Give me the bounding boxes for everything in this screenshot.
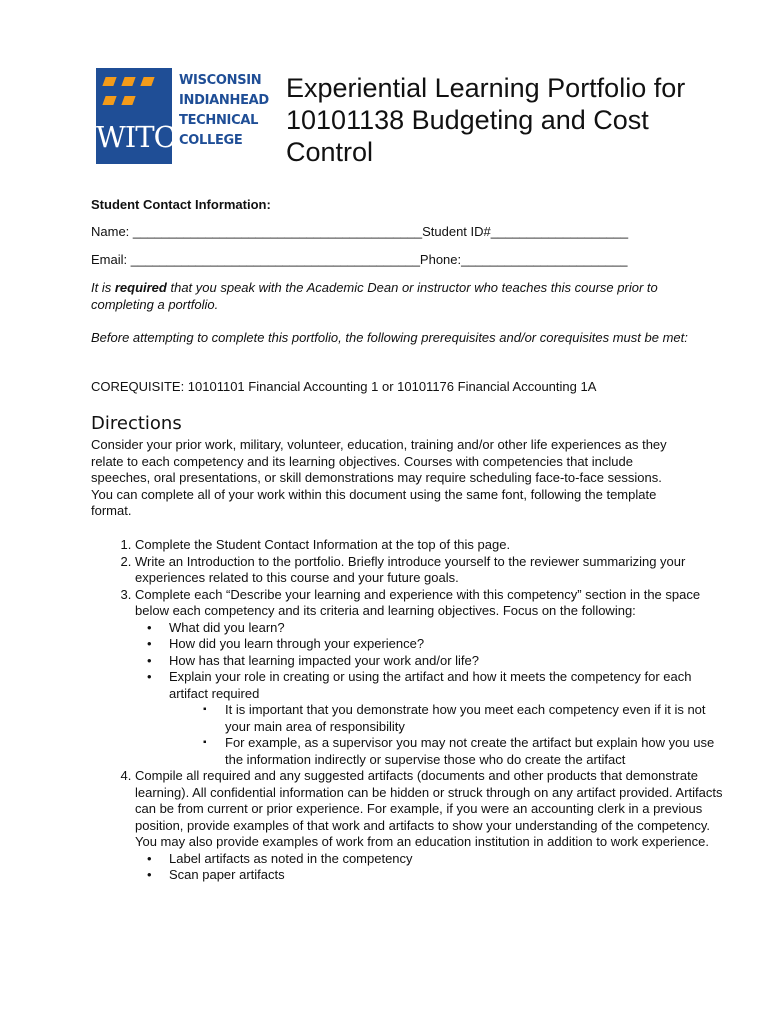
bullet-item	[169, 669, 725, 768]
step3-bullets	[135, 620, 725, 769]
step-text: Complete the Student Contact Information at the top of this page.	[135, 537, 511, 552]
logo-line: TECHNICAL	[179, 113, 259, 128]
logo-emblem	[96, 68, 175, 164]
bullet-text: Explain your role in creating or using the artifact and how it meets the competency for each artifact required	[169, 669, 692, 701]
step-text: Compile all required and any suggested artifacts (documents and other products that demonstrate learning). All confidential information can be hidden or struck through on any artifact provided. Artifacts can be from current or prior experience. For example, if you were an accounting clerk in a previous position, provide examples of that work and artifacts to show your understanding of the competency. You may also provide examples of work from an education institution in addition to work experience.	[135, 768, 723, 849]
step-text: Complete each “Describe your learning and experience with this competency” section in the space below each competency and its criteria and learning objectives. Focus on the following:	[135, 586, 701, 618]
prerequisite-note: Before attempting to complete this portfolio, the following prerequisites and/or corequisites must be met:	[91, 330, 688, 345]
directions-intro: Consider your prior work, military, volunteer, education, training and/or other life experiences as they relate to each competency and its learning objectives. Courses with competencies that include speeches, oral presentations, or skill demonstrations may require scheduling face-to-face sessions. You can complete all of your work within this document using the same font, following the template format.	[91, 437, 667, 518]
bullet-item: • Label artifacts as noted in the competency	[169, 851, 725, 868]
advising-notice	[91, 280, 691, 313]
name-studentid-line: Name: ________________________________________Student ID#___________________	[91, 224, 629, 239]
bullet-item: • How did you learn through your experience?	[169, 636, 725, 653]
bullet-item: • Scan paper artifacts	[169, 867, 725, 884]
step-text: Write an Introduction to the portfolio. Briefly introduce yourself to the reviewer summarizing your experiences related to this course and your future goals.	[135, 553, 686, 585]
document-title: Experiential Learning Portfolio for 10101138 Budgeting and Cost Control	[286, 73, 686, 167]
logo-letters: WITC	[96, 120, 175, 154]
corequisite-line: COREQUISITE: 10101101 Financial Accounting 1 or 10101176 Financial Accounting 1A	[91, 379, 597, 394]
directions-steps	[91, 537, 725, 884]
directions-heading: Directions	[91, 413, 182, 434]
witc-logo	[96, 68, 270, 164]
logo-wordmark	[179, 71, 269, 151]
bullet-item: • What did you learn?	[169, 620, 725, 637]
notice-text: It is	[91, 280, 115, 295]
logo-line: COLLEGE	[179, 133, 243, 148]
step-item	[135, 537, 725, 554]
notice-text: that you speak with the Academic Dean or instructor who teaches this course prior to completing a portfolio.	[91, 280, 658, 312]
step-item	[135, 587, 725, 769]
contact-heading: Student Contact Information:	[91, 197, 271, 212]
step-item	[135, 554, 725, 587]
sub-bullet-item: ▪ It is important that you demonstrate how you meet each competency even if it is not your main area of responsibility	[225, 702, 725, 735]
step3-sub-bullets	[169, 702, 725, 768]
logo-line: WISCONSIN	[179, 73, 262, 88]
sub-bullet-item: ▪ For example, as a supervisor you may not create the artifact but explain how you use the information indirectly or supervise those who do create the artifact	[225, 735, 725, 768]
logo-line: INDIANHEAD	[179, 93, 269, 108]
notice-emphasis: required	[114, 280, 167, 295]
bullet-item: • How has that learning impacted your work and/or life?	[169, 653, 725, 670]
step4-bullets	[135, 851, 725, 884]
step-item	[135, 768, 725, 884]
email-phone-line: Email: ________________________________________Phone:_______________________	[91, 252, 628, 267]
